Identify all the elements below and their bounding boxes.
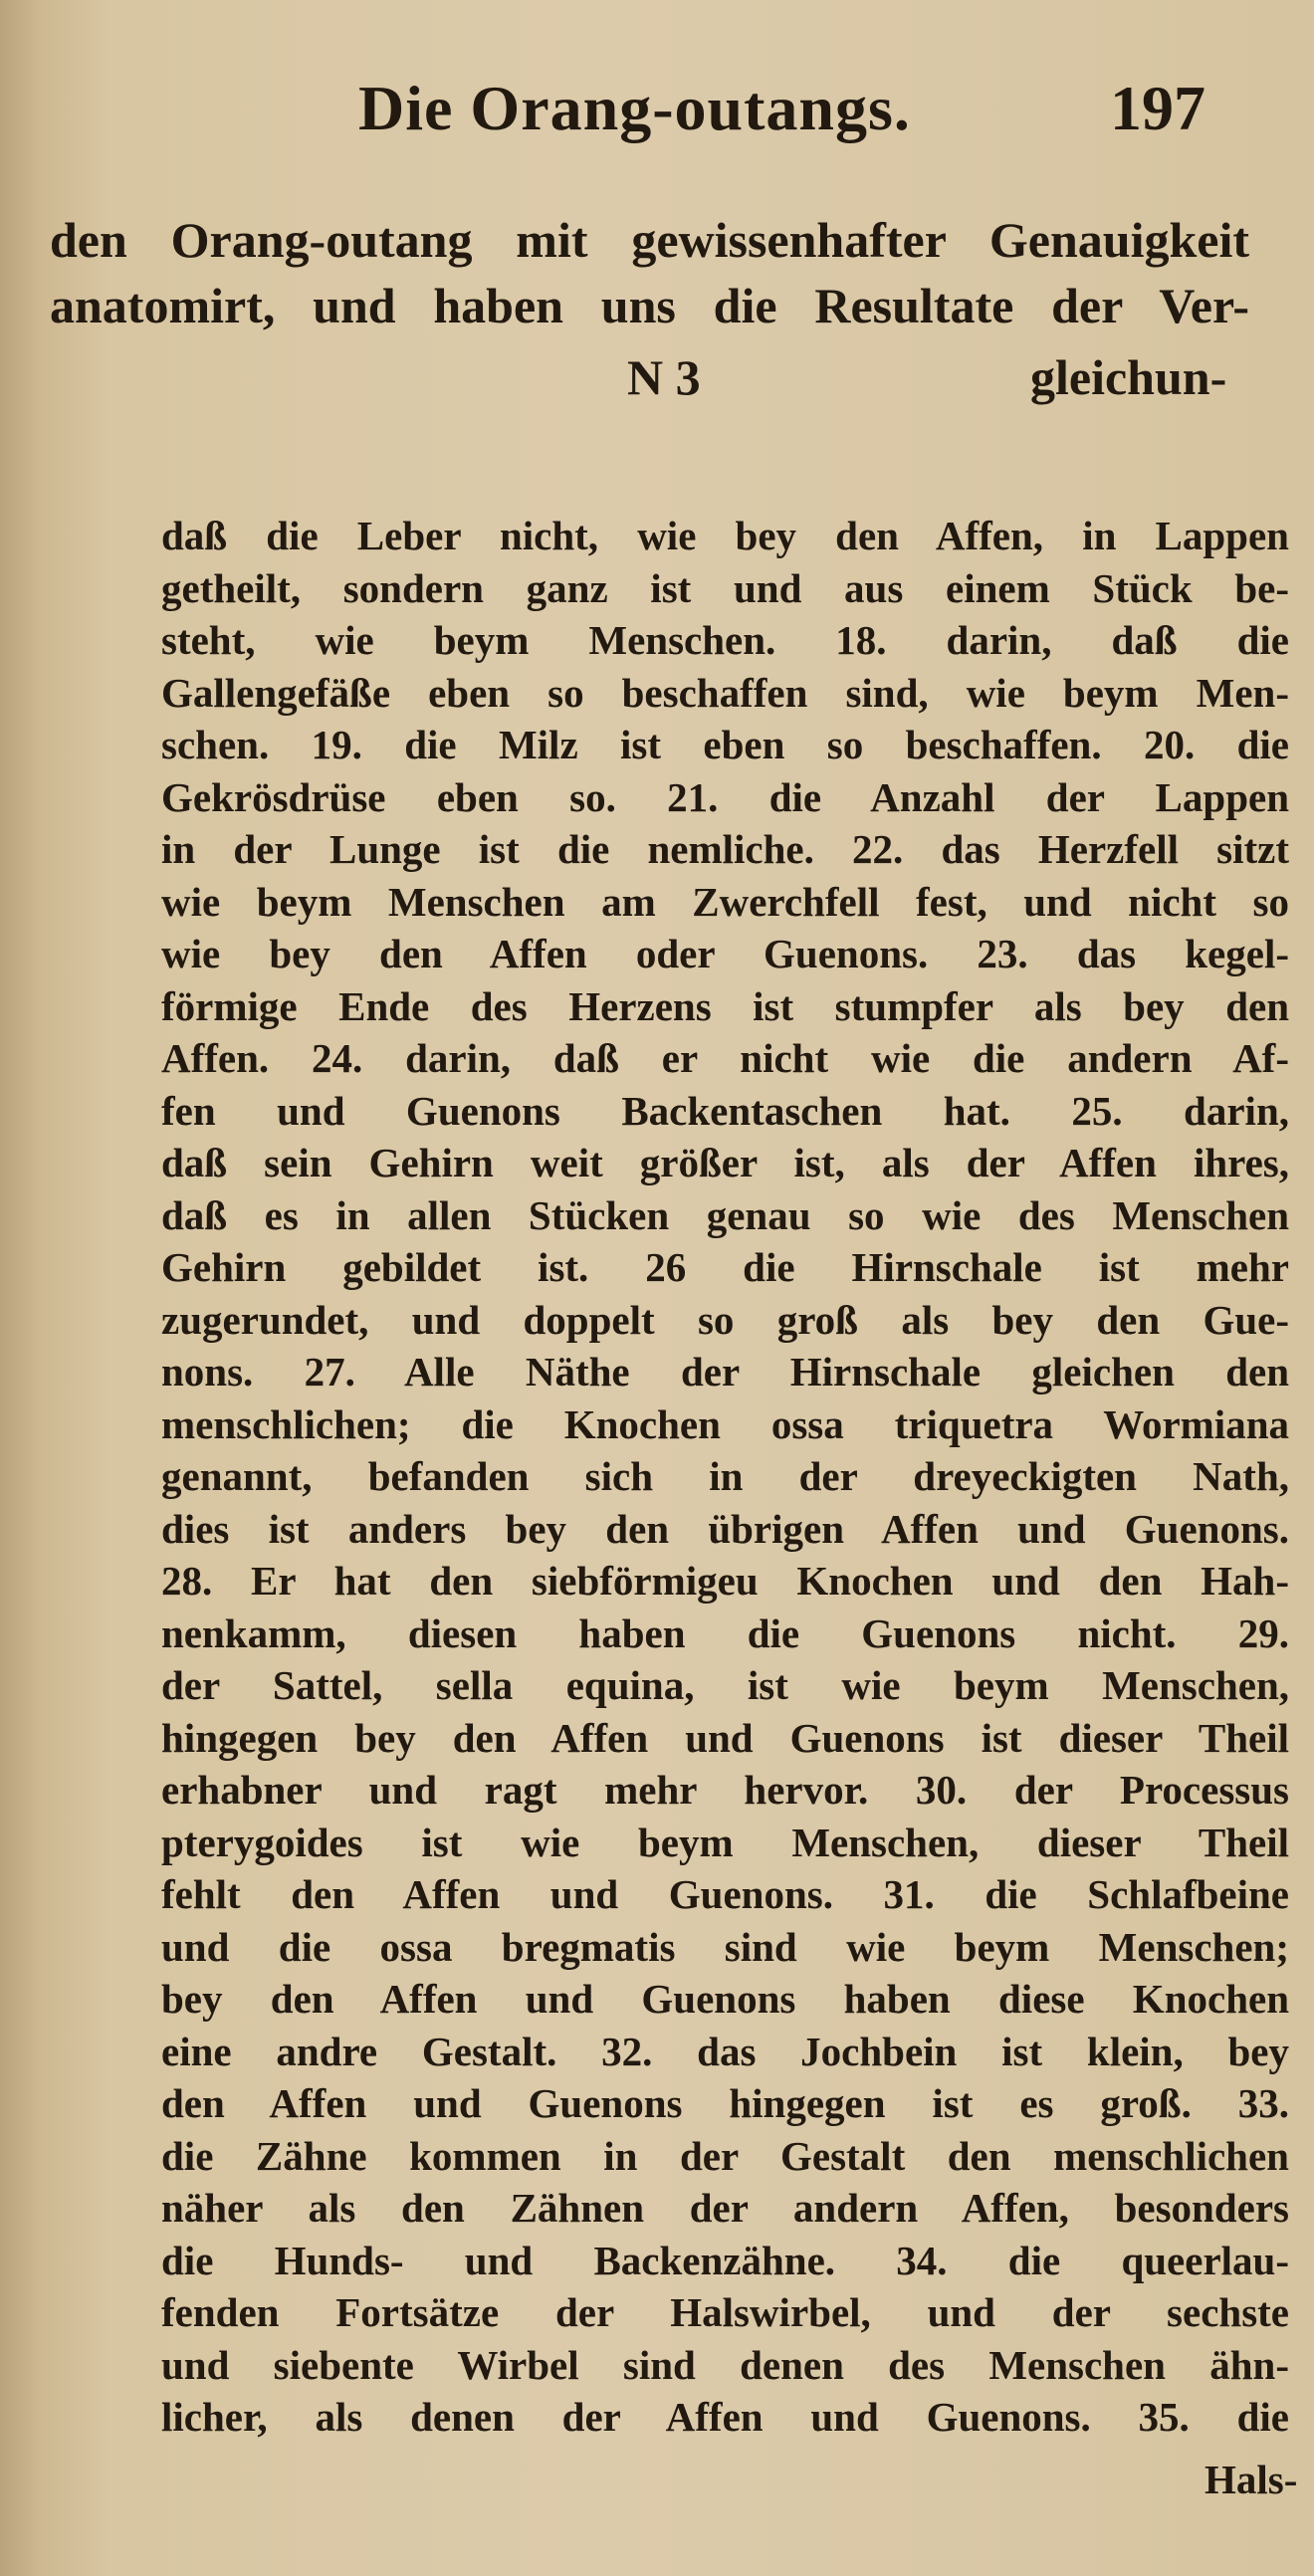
text-line: wie bey den Affen oder Guenons. 23. das kegel- bbox=[161, 931, 1289, 976]
signature-line bbox=[0, 348, 1314, 418]
text-line: daß die Leber nicht, wie bey den Affen, in Lappen bbox=[161, 513, 1289, 558]
text-line: menschlichen; die Knochen ossa triquetra Wormiana bbox=[161, 1400, 1289, 1447]
running-title: Die Orang-outangs. bbox=[358, 73, 911, 143]
text-line: anatomirt, und haben uns die Resultate der Ver- bbox=[50, 278, 1249, 333]
text-line: wie beym Menschen am Zwerchfell fest, und nicht so bbox=[161, 878, 1289, 925]
text-line: erhabner und ragt mehr hervor. 30. der Processus bbox=[161, 1767, 1289, 1813]
text-line: daß sein Gehirn weit größer ist, als der Affen ihres, bbox=[161, 1140, 1289, 1185]
text-line: den Orang-outang mit gewissenhafter Genauigkeit bbox=[50, 212, 1249, 268]
text-line: die Hunds- und Backenzähne. 34. die queerlau- bbox=[161, 2237, 1289, 2283]
text-line: in der Lunge ist die nemliche. 22. das Herzfell sitzt bbox=[161, 826, 1289, 872]
text-line: fen und Guenons Backentaschen hat. 25. darin, bbox=[161, 1087, 1289, 1134]
text-line: nenkamm, diesen haben die Guenons nicht. 29. bbox=[161, 1610, 1289, 1656]
text-line: getheilt, sondern ganz ist und aus einem Stück be- bbox=[161, 564, 1289, 611]
page-header bbox=[0, 72, 1314, 161]
catchword: gleichun- bbox=[1030, 349, 1227, 405]
text-line: Gallengefäße eben so beschaffen sind, wie beym Men- bbox=[161, 669, 1289, 716]
text-line: genannt, befanden sich in der dreyeckigten Nath, bbox=[161, 1453, 1289, 1499]
text-line: bey den Affen und Guenons haben diese Knochen bbox=[161, 1976, 1289, 2022]
text-line: 28. Er hat den siebförmigeu Knochen und den Hah- bbox=[161, 1558, 1289, 1604]
text-line: daß es in allen Stücken genau so wie des Menschen bbox=[161, 1191, 1289, 1238]
continuation-text bbox=[50, 207, 1249, 338]
text-line: eine andre Gestalt. 32. das Jochbein ist klein, bey bbox=[161, 2028, 1289, 2074]
text-line: den Affen und Guenons hingegen ist es groß. 33. bbox=[161, 2080, 1289, 2126]
text-line: nons. 27. Alle Näthe der Hirnschale gleichen den bbox=[161, 1349, 1289, 1395]
text-line: und siebente Wirbel sind denen des Menschen ähn- bbox=[161, 2341, 1289, 2388]
text-line: dies ist anders bey den übrigen Affen und Guenons. bbox=[161, 1505, 1289, 1552]
text-line: Gehirn gebildet ist. 26 die Hirnschale ist mehr bbox=[161, 1244, 1289, 1290]
text-line: und die ossa bregmatis sind wie beym Menschen; bbox=[161, 1923, 1289, 1970]
text-line: zugerundet, und doppelt so groß als bey den Gue- bbox=[161, 1296, 1289, 1343]
text-line: steht, wie beym Menschen. 18. darin, daß die bbox=[161, 617, 1289, 663]
text-line: fehlt den Affen und Guenons. 31. die Schlafbeine bbox=[161, 1871, 1289, 1917]
text-line: pterygoides ist wie beym Menschen, dieser Theil bbox=[161, 1819, 1289, 1865]
signature-mark: N 3 bbox=[627, 349, 701, 405]
text-line: licher, als denen der Affen und Guenons. 35. die bbox=[161, 2394, 1289, 2440]
catchword: Hals- bbox=[1204, 2457, 1298, 2502]
text-line: hingegen bey den Affen und Guenons ist dieser Theil bbox=[161, 1714, 1289, 1761]
text-line: Gekrösdrüse eben so. 21. die Anzahl der Lappen bbox=[161, 773, 1289, 820]
text-line: fenden Fortsätze der Halswirbel, und der sechste bbox=[161, 2289, 1289, 2335]
text-line: Affen. 24. darin, daß er nicht wie die andern Af- bbox=[161, 1035, 1289, 1081]
text-line: der Sattel, sella equina, ist wie beym Menschen, bbox=[161, 1662, 1289, 1708]
footnote-text bbox=[161, 510, 1289, 2444]
text-line: förmige Ende des Herzens ist stumpfer als bey den bbox=[161, 982, 1289, 1029]
text-line: schen. 19. die Milz ist eben so beschaffen. 20. die bbox=[161, 722, 1289, 767]
page-number: 197 bbox=[1110, 73, 1205, 143]
text-line: die Zähne kommen in der Gestalt den menschlichen bbox=[161, 2132, 1289, 2179]
text-line: näher als den Zähnen der andern Affen, besonders bbox=[161, 2185, 1289, 2231]
